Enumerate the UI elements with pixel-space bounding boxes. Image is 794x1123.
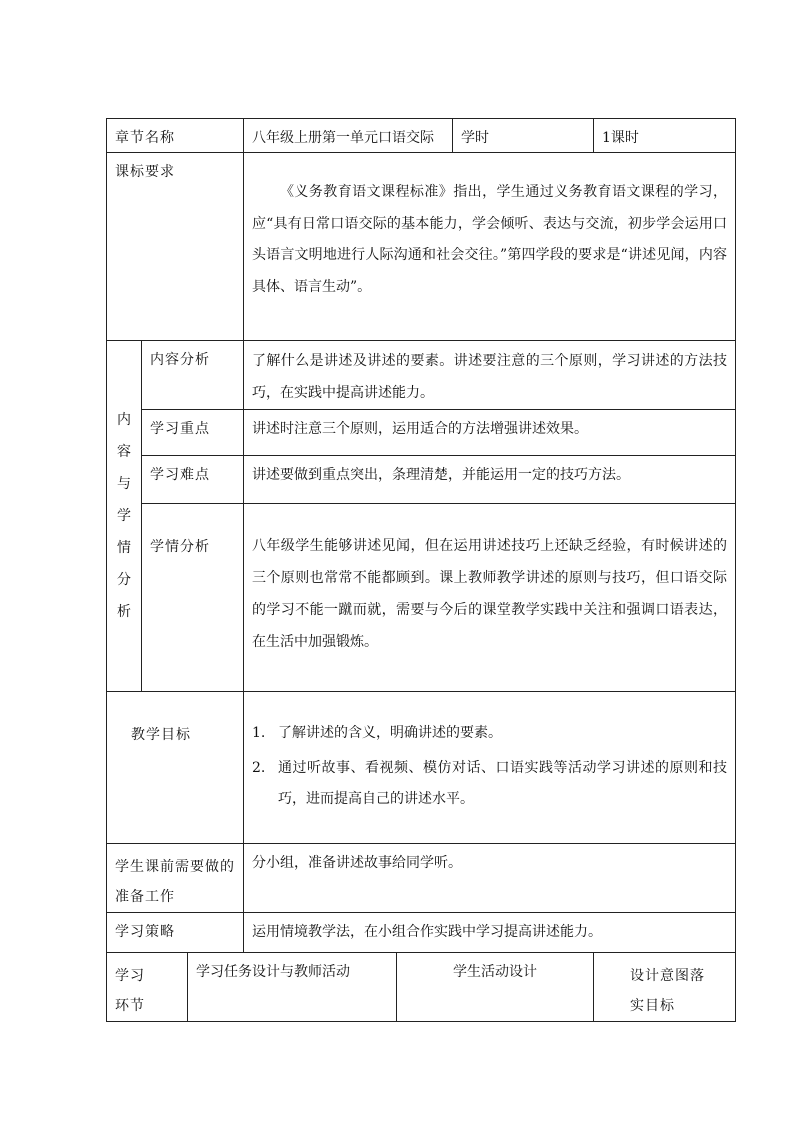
- difficulty-row: [107, 456, 736, 504]
- objective-number: 1.: [252, 725, 266, 741]
- content-analysis-text: 了解什么是讲述及讲述的要素。讲述要注意的三个原则，学习讲述的方法技巧，在实践中提高讲述能力。: [252, 353, 727, 401]
- teacher-activity-header: 学习任务设计与教师活动: [196, 964, 350, 980]
- teacher-activity-header-cell: [188, 953, 397, 1022]
- student-analysis-row: [107, 504, 736, 692]
- activity-header-row: [107, 953, 736, 1022]
- preparation-row: [107, 844, 736, 913]
- objective-item: [252, 753, 727, 815]
- stage-header: 学习环节: [115, 968, 145, 1014]
- intent-header: 设计意图落实目标: [630, 968, 705, 1014]
- content-analysis-row: [107, 341, 736, 410]
- objective-text: 通过听故事、看视频、模仿对话、口语实践等活动学习讲述的原则和技巧，进而提高自己的讲述水平。: [278, 760, 727, 807]
- content-analysis-label: 内容分析: [150, 352, 210, 368]
- analysis-group-char: 内: [117, 412, 131, 428]
- difficulty-text: 讲述要做到重点突出，条理清楚，并能运用一定的技巧方法。: [252, 467, 630, 483]
- lesson-plan-table: [106, 118, 736, 1022]
- key-points-label-cell: [142, 410, 244, 456]
- objectives-label-cell: [107, 692, 244, 844]
- content-analysis-text-cell: [244, 341, 736, 410]
- stage-header-cell: [107, 953, 188, 1022]
- preparation-text-cell: [244, 844, 736, 913]
- difficulty-label-cell: [142, 456, 244, 504]
- chapter-label-cell: [107, 119, 244, 153]
- strategy-label-cell: [107, 913, 244, 953]
- chapter-row: [107, 119, 736, 153]
- curriculum-text-cell: [244, 153, 736, 341]
- strategy-row: [107, 913, 736, 953]
- objectives-label: 教学目标: [131, 727, 191, 743]
- curriculum-label-cell: [107, 153, 244, 341]
- analysis-group-char: 与: [117, 476, 131, 492]
- analysis-group-label: [107, 341, 142, 692]
- preparation-label: 学生课前需要做的准备工作: [115, 859, 235, 905]
- analysis-group-char: 析: [117, 604, 131, 620]
- key-points-row: [107, 410, 736, 456]
- difficulty-text-cell: [244, 456, 736, 504]
- content-analysis-label-cell: [142, 341, 244, 410]
- objectives-row: [107, 692, 736, 844]
- hours-value-cell: [594, 119, 736, 153]
- student-activity-header-cell: [397, 953, 594, 1022]
- objectives-list-cell: [244, 692, 736, 844]
- analysis-group-char: 容: [117, 444, 131, 460]
- analysis-group-char: 情: [117, 540, 131, 556]
- chapter-value-cell: [244, 119, 453, 153]
- hours-value: 1课时: [602, 130, 639, 146]
- strategy-text: 运用情境教学法，在小组合作实践中学习提高讲述能力。: [252, 924, 602, 940]
- objective-number: 2.: [252, 760, 266, 776]
- hours-label: 学时: [461, 130, 489, 146]
- hours-label-cell: [453, 119, 594, 153]
- curriculum-label: 课标要求: [115, 164, 175, 180]
- student-analysis-text: 八年级学生能够讲述见闻，但在运用讲述技巧上还缺乏经验，有时候讲述的三个原则也常常不能都顾到。课上教师教学讲述的原则与技巧，但口语交际的学习不能一蹴而就，需要与今后的课堂教学实践中关注和强调口语表达，在生活中加强锻炼。: [252, 538, 727, 650]
- preparation-text: 分小组，准备讲述故事给同学听。: [252, 855, 462, 871]
- curriculum-text: 《义务教育语文课程标准》指出，学生通过义务教育语文课程的学习，应“具有日常口语交际的基本能力，学会倾听、表达与交流，初步学会运用口头语言文明地进行人际沟通和社会交往。”第四学段的要求是“讲述见闻，内容具体、语言生动”。: [252, 184, 727, 295]
- student-activity-header: 学生活动设计: [453, 964, 537, 980]
- key-points-text-cell: [244, 410, 736, 456]
- key-points-label: 学习重点: [150, 421, 210, 437]
- objective-text: 了解讲述的含义，明确讲述的要素。: [278, 725, 502, 741]
- chapter-value: 八年级上册第一单元口语交际: [252, 130, 434, 146]
- strategy-text-cell: [244, 913, 736, 953]
- strategy-label: 学习策略: [115, 924, 175, 940]
- key-points-text: 讲述时注意三个原则，运用适合的方法增强讲述效果。: [252, 421, 588, 437]
- objectives-list: [244, 692, 735, 815]
- difficulty-label: 学习难点: [150, 467, 210, 483]
- curriculum-row: [107, 153, 736, 341]
- student-analysis-label: 学情分析: [150, 539, 210, 555]
- intent-header-cell: [594, 953, 736, 1022]
- analysis-group-char: 学: [117, 508, 131, 524]
- objective-item: [252, 718, 727, 749]
- student-analysis-text-cell: [244, 504, 736, 692]
- chapter-label: 章节名称: [115, 130, 175, 146]
- analysis-group-char: 分: [117, 572, 131, 588]
- preparation-label-cell: [107, 844, 244, 913]
- student-analysis-label-cell: [142, 504, 244, 692]
